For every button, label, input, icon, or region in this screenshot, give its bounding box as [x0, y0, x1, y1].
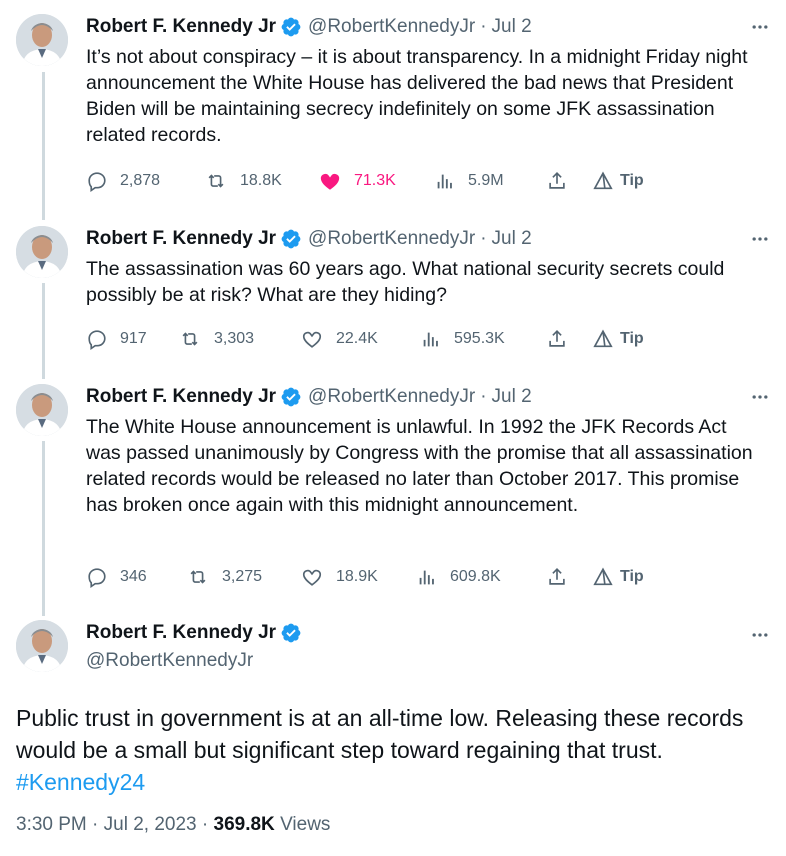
avatar[interactable]: [16, 384, 68, 436]
view-count: 369.8K: [213, 814, 275, 835]
like-button[interactable]: [300, 325, 378, 353]
reply-icon: [86, 170, 108, 192]
views-icon: [416, 566, 438, 588]
verified-badge-icon: [280, 228, 302, 250]
tip-label: Tip: [620, 172, 644, 189]
repost-button[interactable]: [186, 563, 262, 591]
share-button[interactable]: [546, 563, 568, 591]
views-button[interactable]: [416, 563, 501, 591]
author-name[interactable]: Robert F. Kennedy Jr: [86, 386, 277, 407]
avatar[interactable]: [16, 620, 68, 672]
thread-tweet-1[interactable]: [0, 0, 786, 210]
tip-button[interactable]: [592, 563, 644, 591]
tweet-text: The White House announcement is unlawful. In 1992 the JFK Records Act was passed unanimously by Congress with the promise that all assassination related records would be released no later than October 2017. This promise has broken once again with this midnight announcement.: [86, 416, 753, 516]
tweet-date[interactable]: Jul 2: [491, 16, 532, 37]
repost-icon: [204, 170, 228, 192]
reply-button[interactable]: [86, 325, 147, 353]
views-icon: [434, 170, 456, 192]
repost-button[interactable]: [204, 167, 282, 195]
more-icon[interactable]: [740, 384, 770, 410]
reply-icon: [86, 566, 108, 588]
author-name[interactable]: Robert F. Kennedy Jr: [86, 16, 277, 37]
reply-button[interactable]: [86, 167, 160, 195]
reply-count: 346: [120, 568, 147, 585]
like-count: 71.3K: [354, 172, 396, 189]
more-icon[interactable]: [740, 14, 770, 40]
more-icon[interactable]: [740, 226, 770, 252]
views-icon: [420, 328, 442, 350]
separator: ·: [201, 814, 209, 835]
heart-filled-icon: [318, 170, 342, 192]
main-tweet-body: Public trust in government is at an all-time low. Releasing these records would be a small but significant step toward regaining that trust.: [16, 705, 744, 763]
views-count: 5.9M: [468, 172, 504, 189]
thread-tweet-3[interactable]: [0, 370, 786, 610]
share-button[interactable]: [546, 325, 568, 353]
heart-icon: [300, 328, 324, 350]
tweet-date[interactable]: Jul 2: [491, 386, 532, 407]
views-label: Views: [280, 814, 331, 835]
repost-button[interactable]: [178, 325, 254, 353]
separator: ·: [480, 16, 487, 37]
tip-icon: [592, 328, 614, 350]
tweet-date[interactable]: Jul 2: [491, 228, 532, 249]
main-tweet-text: [16, 702, 766, 798]
like-button[interactable]: [300, 563, 378, 591]
share-button[interactable]: [546, 167, 568, 195]
tweet-time[interactable]: 3:30 PM: [16, 814, 87, 835]
reply-button[interactable]: [86, 563, 147, 591]
tweet-full-date[interactable]: Jul 2, 2023: [103, 814, 197, 835]
like-count: 22.4K: [336, 330, 378, 347]
separator: ·: [480, 228, 487, 249]
heart-icon: [300, 566, 324, 588]
tip-button[interactable]: [592, 167, 644, 195]
repost-icon: [178, 328, 202, 350]
tip-icon: [592, 170, 614, 192]
views-button[interactable]: [420, 325, 505, 353]
reply-count: 2,878: [120, 172, 161, 189]
like-button[interactable]: [318, 167, 396, 195]
tip-button[interactable]: [592, 325, 644, 353]
views-count: 609.8K: [450, 568, 501, 585]
avatar[interactable]: [16, 14, 68, 66]
views-count: 595.3K: [454, 330, 505, 347]
tip-label: Tip: [620, 568, 644, 585]
verified-badge-icon: [280, 16, 302, 38]
hashtag-link[interactable]: #Kennedy24: [16, 769, 146, 795]
author-name[interactable]: Robert F. Kennedy Jr: [86, 622, 277, 643]
author-name[interactable]: Robert F. Kennedy Jr: [86, 228, 277, 249]
reply-icon: [86, 328, 108, 350]
verified-badge-icon: [280, 622, 302, 644]
repost-count: 18.8K: [240, 172, 282, 189]
repost-count: 3,275: [222, 568, 263, 585]
repost-icon: [186, 566, 210, 588]
views-button[interactable]: [434, 167, 504, 195]
author-handle[interactable]: @RobertKennedyJr: [308, 386, 476, 407]
tweet-meta: [16, 814, 330, 836]
verified-badge-icon: [280, 386, 302, 408]
tweet-text: The assassination was 60 years ago. What national security secrets could possibly be at risk? What are they hiding?: [86, 258, 725, 306]
reply-count: 917: [120, 330, 147, 347]
author-handle[interactable]: @RobertKennedyJr: [308, 228, 476, 249]
author-handle[interactable]: @RobertKennedyJr: [86, 650, 254, 671]
author-handle[interactable]: @RobertKennedyJr: [308, 16, 476, 37]
separator: ·: [480, 386, 487, 407]
separator: ·: [92, 814, 99, 835]
share-icon: [546, 566, 568, 588]
tweet-text: It’s not about conspiracy – it is about transparency. In a midnight Friday night announcement the White House has delivered the bad news that President Biden will be maintaining secrecy indefinitely on some JFK assassination related records.: [86, 46, 748, 146]
avatar[interactable]: [16, 226, 68, 278]
tip-icon: [592, 566, 614, 588]
thread-tweet-2[interactable]: [0, 212, 786, 372]
tip-label: Tip: [620, 330, 644, 347]
share-icon: [546, 170, 568, 192]
share-icon: [546, 328, 568, 350]
more-icon[interactable]: [750, 622, 770, 653]
repost-count: 3,303: [214, 330, 255, 347]
like-count: 18.9K: [336, 568, 378, 585]
